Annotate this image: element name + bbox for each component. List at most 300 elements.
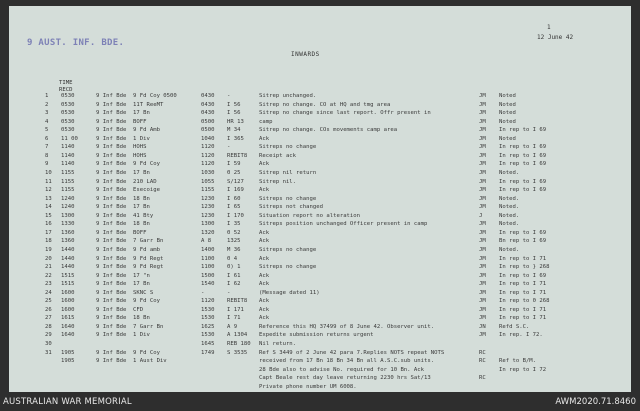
entry-message: Ack [259, 161, 270, 168]
entry-initials: RC [479, 358, 486, 365]
entry-message: Capt Beale rest day leave returning 2230 hrs Sat/13 [259, 375, 431, 382]
entry-action: In rep to I 69 [499, 144, 547, 151]
entry-action: In rep to I 69 [499, 187, 547, 194]
entry-time: 1240 [61, 204, 75, 211]
entry-originator: 9 Inf Bde [96, 144, 127, 151]
entry-initials: JM [479, 135, 486, 142]
log-row [9, 127, 631, 135]
entry-originator: 9 Inf Bde [96, 332, 127, 339]
entry-addressee: Esecoige [133, 187, 160, 194]
entry-time: 1515 [61, 272, 75, 279]
log-row [9, 196, 631, 204]
entry-number: 17 [45, 229, 52, 236]
entry-initials: JM [479, 306, 486, 313]
entry-addressee: 18 Bn [133, 195, 150, 202]
entry-time-of-origin: 0500 [201, 127, 215, 134]
entry-addressee: 9 Fd Regt [133, 255, 164, 262]
entry-time-of-origin: 1230 [201, 195, 215, 202]
entry-addressee: 17 Bn [133, 169, 150, 176]
entry-addressee: HOHS [133, 152, 147, 159]
entry-time: 1360 [61, 229, 75, 236]
log-row [9, 179, 631, 187]
log-row [9, 187, 631, 195]
entry-time-of-origin: 1120 [201, 298, 215, 305]
log-row [9, 315, 631, 323]
entry-reference: I 35 [227, 221, 241, 228]
log-row [9, 281, 631, 289]
log-row [9, 110, 631, 118]
entry-originator: 9 Inf Bde [96, 187, 127, 194]
log-row [9, 324, 631, 332]
entry-action: Noted. [499, 246, 520, 253]
footer-institution: AUSTRALIAN WAR MEMORIAL [3, 397, 132, 407]
entry-time: 1640 [61, 332, 75, 339]
entry-time-of-origin: 1100 [201, 255, 215, 262]
entry-time-of-origin: 1300 [201, 221, 215, 228]
entry-action: In rep to 0 268 [499, 298, 550, 305]
entry-reference: M 34 [227, 127, 241, 134]
column-header-recd: RECD [59, 87, 73, 93]
entry-time-of-origin: 1120 [201, 144, 215, 151]
entry-message: 28 Bde also to advise No. required for 10 Bn. Ack [259, 366, 425, 373]
entry-time-of-origin: 1500 [201, 272, 215, 279]
entry-originator: 9 Inf Bde [96, 349, 127, 356]
entry-time: 1440 [61, 255, 75, 262]
entry-time-of-origin: 1230 [201, 212, 215, 219]
entry-initials: JM [479, 93, 486, 99]
entry-number: 9 [45, 161, 49, 168]
entry-time: 0530 [61, 101, 75, 108]
entry-time: 1155 [61, 187, 75, 194]
entry-number: 2 [45, 101, 49, 108]
entry-action: Noted. [499, 204, 520, 211]
entry-originator: 9 Inf Bde [96, 221, 127, 228]
entry-addressee: 17 "n [133, 272, 150, 279]
log-row [9, 230, 631, 238]
entry-addressee: BOFF [133, 229, 147, 236]
entry-originator: 9 Inf Bde [96, 152, 127, 159]
entry-number: 15 [45, 212, 52, 219]
entry-reference: S/127 [227, 178, 244, 185]
entry-initials: JM [479, 187, 486, 194]
entry-number: 21 [45, 264, 52, 270]
entry-message: Ref S 3449 of 2 June 42 para 7.Replies NOTS repeat NOTS [259, 349, 445, 356]
entry-message: Situation report no alteration [259, 212, 361, 219]
log-row [9, 221, 631, 229]
entry-time: 1155 [61, 178, 75, 185]
entry-time-of-origin: 1120 [201, 152, 215, 159]
entry-reference: I 56 [227, 110, 241, 117]
entry-action: In rep to I 71 [499, 281, 547, 288]
entry-action: In rep to I 72 [499, 366, 547, 373]
entry-time: 1300 [61, 212, 75, 219]
entry-initials: JM [479, 229, 486, 236]
entry-reference: REBIT8 [227, 298, 248, 305]
entry-action: In rep to I 69 [499, 127, 547, 134]
entry-addressee: CFD [133, 306, 144, 313]
entry-time: 1240 [61, 195, 75, 202]
log-row [9, 256, 631, 264]
entry-initials: JM [479, 238, 486, 245]
log-row [9, 238, 631, 246]
entry-time-of-origin: 1530 [201, 332, 215, 339]
entry-addressee: 210 LAD [133, 178, 157, 185]
entry-message: Ack [259, 229, 270, 236]
entry-number: 14 [45, 204, 52, 211]
entry-addressee: BOFF [133, 118, 147, 125]
entry-message: camp [259, 118, 273, 125]
entry-number: 13 [45, 195, 52, 202]
entry-reference: I 65 [227, 204, 241, 211]
entry-time-of-origin: A 8 [201, 238, 212, 245]
entry-time: 1140 [61, 161, 75, 168]
entry-addressee: 1 Div [133, 135, 150, 142]
entry-addressee: 7 Garr Bn [133, 323, 164, 330]
entry-action: Noted. [499, 221, 520, 228]
entry-time: 1440 [61, 264, 75, 270]
entry-message: Sitrep unchanged. [259, 93, 317, 99]
entry-action: Noted [499, 101, 516, 108]
entry-action: Noted. [499, 195, 520, 202]
entry-originator: 9 Inf Bde [96, 204, 127, 211]
entry-originator: 9 Inf Bde [96, 135, 127, 142]
log-row [9, 290, 631, 298]
entry-number: 16 [45, 221, 52, 228]
entry-time-of-origin: 1100 [201, 264, 215, 270]
log-row [9, 153, 631, 161]
entry-number: 4 [45, 118, 49, 125]
entry-number: 10 [45, 169, 52, 176]
entry-originator: 9 Inf Bde [96, 298, 127, 305]
entry-addressee: 9 Fd Coy 0500 [133, 93, 177, 99]
entry-action: Noted [499, 118, 516, 125]
column-header-time: TIME [59, 80, 73, 86]
entry-initials: JM [479, 315, 486, 322]
entry-message: Sitrep nil return [259, 169, 317, 176]
entry-originator: 9 Inf Bde [96, 264, 127, 270]
entry-initials: JM [479, 255, 486, 262]
log-row [9, 204, 631, 212]
entry-message: received from 17 Bn 18 Bn 34 Bn all A.S.C.sub units. [259, 358, 435, 365]
entry-initials: RC [479, 349, 486, 356]
entry-addressee: 9 Fd Coy [133, 161, 160, 168]
entry-addressee: 9 Fd amb [133, 246, 160, 253]
entry-time-of-origin: 1055 [201, 178, 215, 185]
entry-number: 30 [45, 341, 52, 347]
entry-action: Noted [499, 135, 516, 142]
entry-time-of-origin: 1530 [201, 306, 215, 313]
entry-reference: REB 180 [227, 341, 251, 347]
entry-time: 0530 [61, 127, 75, 134]
entry-reference: I 71 [227, 315, 241, 322]
entry-time: 0530 [61, 118, 75, 125]
log-row [9, 144, 631, 152]
log-row [9, 332, 631, 340]
entry-reference: A 1304 [227, 332, 248, 339]
entry-message: Private phone number UM 6008. [259, 383, 357, 390]
entry-time: 1330 [61, 221, 75, 228]
entry-action: In rep to I 69 [499, 229, 547, 236]
entry-reference: - [227, 144, 231, 151]
log-row [9, 358, 631, 366]
entry-message: Ack [259, 255, 270, 262]
entry-initials: JM [479, 281, 486, 288]
entry-time-of-origin: 0430 [201, 93, 215, 99]
entry-addressee: 9 Fd Amb [133, 127, 160, 134]
entry-initials: JM [479, 118, 486, 125]
log-row [9, 384, 631, 392]
entry-number: 28 [45, 323, 52, 330]
entry-number: 11 [45, 178, 52, 185]
entry-originator: 9 Inf Bde [96, 212, 127, 219]
entry-message: Ack [259, 306, 270, 313]
document-page [9, 6, 631, 392]
entry-action: In rep to I 69 [499, 178, 547, 185]
entry-addressee: 17 Bn [133, 281, 150, 288]
entry-time: 11 00 [61, 135, 78, 142]
entry-number: 5 [45, 127, 49, 134]
entry-reference: - [227, 93, 231, 99]
entry-message: Ack [259, 272, 270, 279]
entry-time: 1615 [61, 315, 75, 322]
entry-originator: 9 Inf Bde [96, 315, 127, 322]
entry-addressee: 18 Bn [133, 221, 150, 228]
entry-number: 20 [45, 255, 52, 262]
entry-reference: 0) 1 [227, 264, 241, 270]
entry-message: Ack [259, 135, 270, 142]
entry-message: Sitreps not changed [259, 204, 323, 211]
entry-time-of-origin: 1530 [201, 315, 215, 322]
entry-number: 27 [45, 315, 52, 322]
entry-reference: 1325 [227, 238, 241, 245]
entry-time: 1155 [61, 169, 75, 176]
entry-initials: JM [479, 101, 486, 108]
entry-addressee: 9 Fd Regt [133, 264, 164, 270]
entry-addressee: 9 Fd Coy [133, 298, 160, 305]
entry-originator: 9 Inf Bde [96, 272, 127, 279]
entry-time-of-origin: 1040 [201, 135, 215, 142]
entry-number: 24 [45, 289, 52, 296]
log-row [9, 307, 631, 315]
entry-initials: JM [479, 221, 486, 228]
entry-originator: 9 Inf Bde [96, 93, 127, 99]
entry-number: 29 [45, 332, 52, 339]
entry-message: Ack [259, 281, 270, 288]
entry-addressee: 7 Garr Bn [133, 238, 164, 245]
entry-reference: I 169 [227, 187, 244, 194]
log-row [9, 273, 631, 281]
entry-message: Sitrep no change since last report. Offr present in [259, 110, 431, 117]
log-row [9, 93, 631, 101]
entry-time-of-origin: 0430 [201, 110, 215, 117]
entry-originator: 9 Inf Bde [96, 110, 127, 117]
entry-originator: 9 Inf Bde [96, 169, 127, 176]
entry-action: Noted [499, 110, 516, 117]
entry-addressee: 1 Div [133, 332, 150, 339]
entry-time-of-origin: 1030 [201, 169, 215, 176]
entry-initials: RC [479, 375, 486, 382]
entry-time: 1440 [61, 246, 75, 253]
entry-message: Ack [259, 298, 270, 305]
entry-message: Ack [259, 315, 270, 322]
entry-time-of-origin: 1155 [201, 187, 215, 194]
entry-message: Receipt ack [259, 152, 297, 159]
entry-reference: I 60 [227, 195, 241, 202]
footer-bar [0, 392, 640, 411]
entry-originator: 9 Inf Bde [96, 229, 127, 236]
entry-number: 19 [45, 246, 52, 253]
entry-message: Ack [259, 187, 270, 194]
entry-reference: I 365 [227, 135, 244, 142]
entry-originator: 9 Inf Bde [96, 306, 127, 313]
entry-initials: JM [479, 161, 486, 168]
entry-action: Ref to B/M. [499, 358, 537, 365]
entry-reference: 0 4 [227, 255, 238, 262]
entry-initials: JM [479, 289, 486, 296]
entry-initials: JN [479, 323, 486, 330]
entry-reference: I 61 [227, 272, 241, 279]
entry-action: In rep to I 69 [499, 152, 547, 159]
entry-originator: 9 Inf Bde [96, 289, 127, 296]
entry-initials: JM [479, 127, 486, 134]
entry-action: Bn rep to I 69 [499, 238, 547, 245]
entry-reference: 0 52 [227, 229, 241, 236]
entry-number: 22 [45, 272, 52, 279]
entry-time-of-origin: 1540 [201, 281, 215, 288]
log-row [9, 161, 631, 169]
document-date: 12 June 42 [537, 34, 574, 41]
entry-number: 18 [45, 238, 52, 245]
entry-initials: JM [479, 195, 486, 202]
log-row [9, 136, 631, 144]
entry-addressee: SKNC S [133, 289, 154, 296]
entry-addressee: 18 Bn [133, 315, 150, 322]
entry-message: (Message dated 11) [259, 289, 320, 296]
entry-reference: I 171 [227, 306, 244, 313]
entry-originator: 9 Inf Bde [96, 178, 127, 185]
log-row [9, 341, 631, 349]
entry-number: 6 [45, 135, 49, 142]
entry-time-of-origin: 1400 [201, 246, 215, 253]
entry-reference: 0 25 [227, 169, 241, 176]
entry-time-of-origin: - [201, 289, 205, 296]
entry-initials: JM [479, 169, 486, 176]
entry-message: Sitreps no change [259, 195, 317, 202]
entry-action: Noted. [499, 212, 520, 219]
entry-number: 8 [45, 152, 49, 159]
entry-originator: 9 Inf Bde [96, 195, 127, 202]
entry-time-of-origin: 1749 [201, 349, 215, 356]
log-row [9, 213, 631, 221]
entry-reference: S 3535 [227, 349, 248, 356]
entry-addressee: 17 Bn [133, 110, 150, 117]
entry-message: Sitreps no change [259, 264, 317, 270]
entry-number: 25 [45, 298, 52, 305]
entry-initials: JM [479, 272, 486, 279]
entry-initials: JM [479, 332, 486, 339]
entry-time-of-origin: 0500 [201, 118, 215, 125]
log-row [9, 264, 631, 272]
entry-time: 1905 [61, 349, 75, 356]
entry-addressee: 17 Bn [133, 204, 150, 211]
entry-time: 1640 [61, 323, 75, 330]
entry-message: Nil return. [259, 341, 297, 347]
entry-originator: 9 Inf Bde [96, 101, 127, 108]
entry-action: In rep to } 268 [499, 264, 550, 270]
entry-message: Sitrep no change. COs movements camp area [259, 127, 398, 134]
entry-initials: JM [479, 204, 486, 211]
entry-reference: - [227, 289, 231, 296]
entry-time: 1905 [61, 358, 75, 365]
entry-message: Sitreps no change [259, 144, 317, 151]
log-row [9, 298, 631, 306]
entry-time: 0530 [61, 93, 75, 99]
page-number: 1 [547, 24, 551, 31]
entry-time: 1600 [61, 289, 75, 296]
entry-initials: JM [479, 264, 486, 270]
entry-addressee: 11T ReeMT [133, 101, 164, 108]
entry-initials: JM [479, 298, 486, 305]
entry-message: Reference this HQ 37499 of 8 June 42. Observer unit. [259, 323, 435, 330]
entry-number: 3 [45, 110, 49, 117]
entry-reference: M 36 [227, 246, 241, 253]
entry-message: Sitreps position unchanged Officer present in camp [259, 221, 428, 228]
log-row [9, 350, 631, 358]
entry-reference: I 170 [227, 212, 244, 219]
entry-action: Refd S.C. [499, 323, 530, 330]
entry-originator: 9 Inf Bde [96, 127, 127, 134]
entry-addressee: HOHS [133, 144, 147, 151]
entry-action: In rep. I 72. [499, 332, 543, 339]
entry-reference: A 9 [227, 323, 238, 330]
entry-initials: JM [479, 178, 486, 185]
entry-originator: 9 Inf Bde [96, 118, 127, 125]
entry-time: 1600 [61, 298, 75, 305]
entry-time: 1515 [61, 281, 75, 288]
entry-addressee: 1 Aust Div [133, 358, 167, 365]
entry-initials: JM [479, 152, 486, 159]
entry-initials: JM [479, 246, 486, 253]
entry-time-of-origin: 1625 [201, 323, 215, 330]
entry-message: Expedite submission returns urgent [259, 332, 374, 339]
entry-number: 7 [45, 144, 49, 151]
entry-time: 1600 [61, 306, 75, 313]
entry-originator: 9 Inf Bde [96, 161, 127, 168]
entry-action: Noted [499, 93, 516, 99]
log-row [9, 170, 631, 178]
entry-reference: I 59 [227, 161, 241, 168]
entry-number: 31 [45, 349, 52, 356]
entry-time: 1360 [61, 238, 75, 245]
entry-number: 26 [45, 306, 52, 313]
log-row [9, 102, 631, 110]
entry-action: In rep to I 69 [499, 272, 547, 279]
entry-action: In rep to I 71 [499, 255, 547, 262]
entry-time: 1140 [61, 144, 75, 151]
entry-originator: 9 Inf Bde [96, 323, 127, 330]
log-row [9, 367, 631, 375]
log-entries [9, 6, 631, 392]
entry-message: Sitreps no change [259, 246, 317, 253]
entry-number: 12 [45, 187, 52, 194]
entry-initials: JM [479, 144, 486, 151]
entry-originator: 9 Inf Bde [96, 246, 127, 253]
entry-number: 1 [45, 93, 49, 99]
entry-initials: J [479, 212, 483, 219]
log-row [9, 119, 631, 127]
entry-time-of-origin: 1230 [201, 204, 215, 211]
footer-accession-number: AWM2020.71.8460 [555, 397, 636, 407]
